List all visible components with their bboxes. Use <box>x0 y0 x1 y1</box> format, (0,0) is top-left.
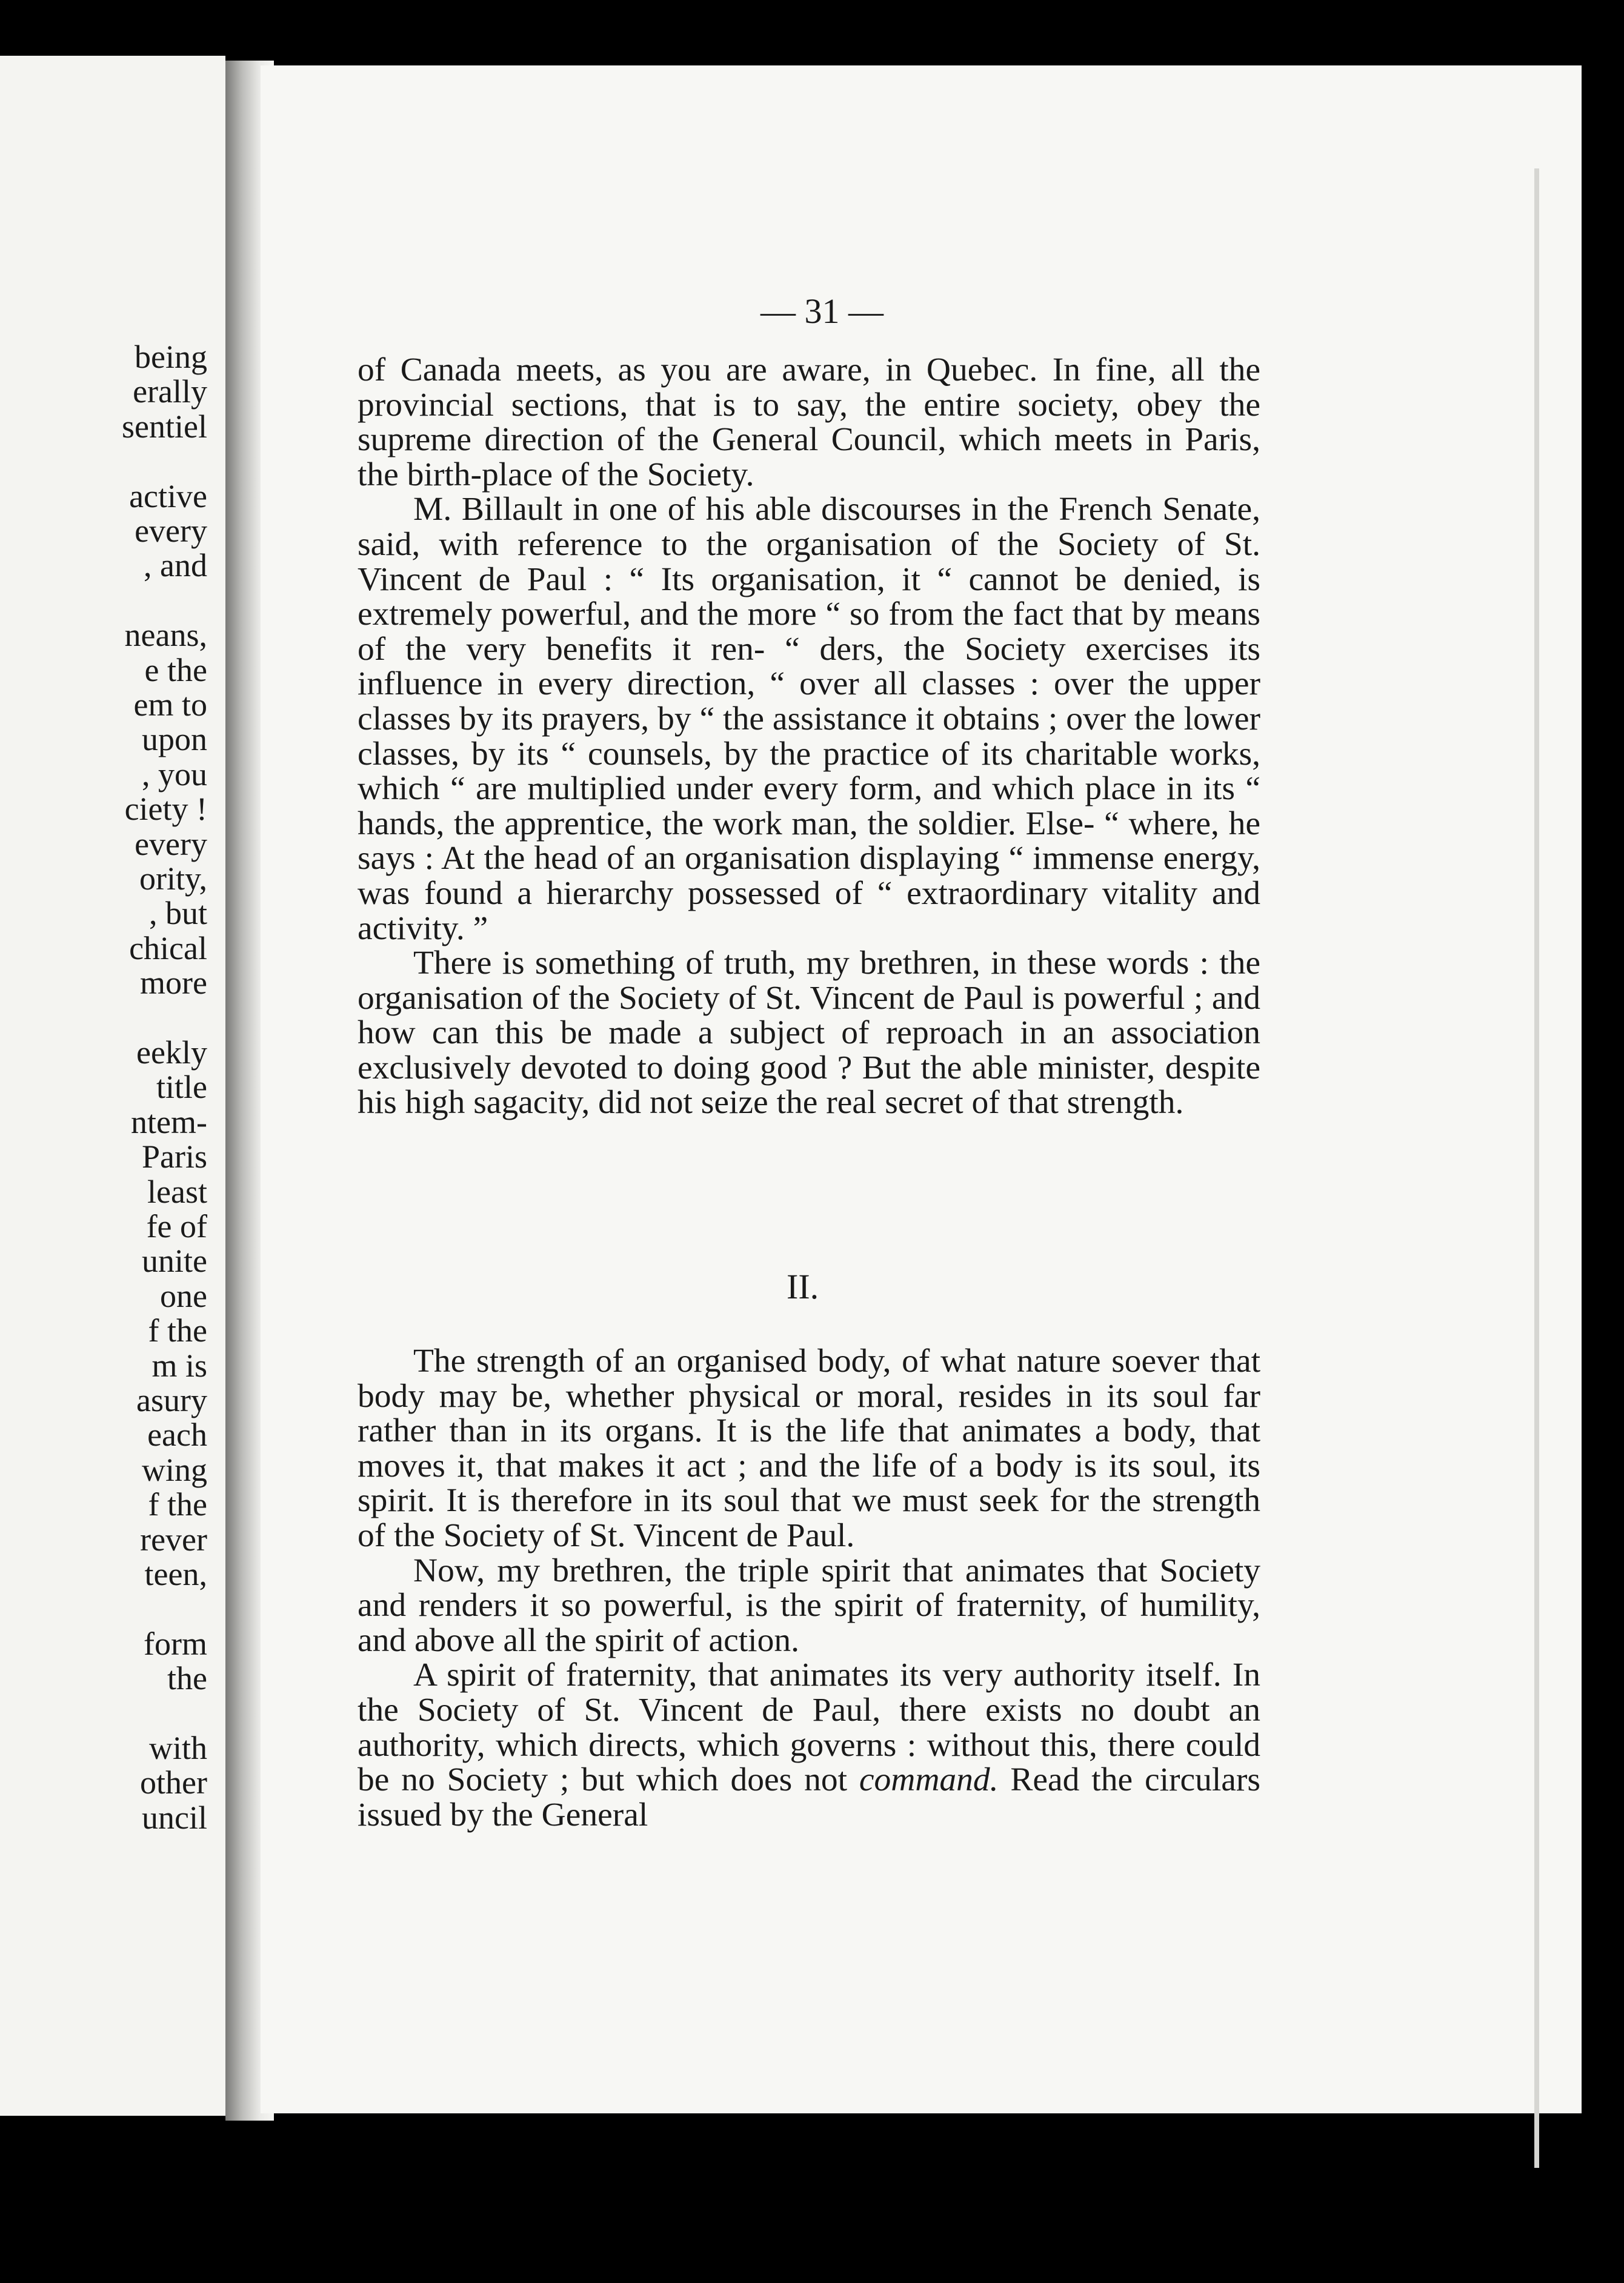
paragraph-strength: The strength of an organised body, of what nature soever that body may be, whether physical or moral, resides in its soul far rather than in its organs. It is the life that animates a body, that moves it, that makes it act ; and the life of a body is its soul, its spirit. It is therefore in its soul that we must seek for the strength of the Society of St. Vincent de Paul. <box>358 1343 1260 1554</box>
command-italic: command. <box>859 1761 999 1799</box>
left-page-fragment: least <box>147 1173 207 1210</box>
left-page-fragment: ority, <box>139 860 207 897</box>
section-heading: II. <box>787 1267 819 1306</box>
fraternity-tail: Read the circulars issued by the General <box>358 1761 1260 1833</box>
left-page-fragment: every <box>135 825 207 862</box>
page-edge <box>1534 168 1539 2168</box>
left-page-fragment: form <box>144 1625 207 1662</box>
paragraph-fraternity <box>358 1658 1260 1832</box>
left-page-fragment: e the <box>144 651 207 688</box>
left-page-fragment: , and <box>144 547 207 584</box>
left-page-fragment: teen, <box>144 1556 207 1592</box>
page-number: — 31 — <box>760 291 884 331</box>
section-two-text <box>358 1344 1260 1832</box>
left-page-fragment: the <box>167 1660 207 1697</box>
paragraph-truth: There is something of truth, my brethren, in these words : the organisation of the Society of St. Vincent de Paul is powerful ; and how can this be made a subject of reproach in an association exclusively devoted to doing good ? But the able minister, despite his high sagacity, did not seize the real secret of that strength. <box>358 945 1260 1122</box>
left-page-fragment: every <box>135 513 207 549</box>
left-page-fragment: being <box>135 339 207 375</box>
facing-page-left <box>0 56 225 2116</box>
section-one-text <box>358 353 1260 1120</box>
left-page-fragment: , but <box>148 895 207 932</box>
left-page-fragment: active <box>129 477 207 514</box>
left-page-fragment: more <box>140 965 207 1002</box>
left-page-fragment: uncil <box>142 1799 207 1836</box>
left-page-fragment: other <box>140 1764 207 1801</box>
left-page-fragment: asury <box>136 1382 207 1418</box>
left-page-fragment: em to <box>133 686 207 723</box>
left-page-fragment: rever <box>140 1521 207 1558</box>
left-page-fragment: f the <box>148 1312 207 1349</box>
left-page-fragment: title <box>156 1069 207 1106</box>
left-page-fragment: erally <box>133 373 207 410</box>
paragraph-billault: M. Billault in one of his able discourses in the French Senate, said, with reference to the organisation of the Society of St. Vincent de Paul : “ Its organisation, it “ cannot be denied, is extremely powerful, and the more “ so from the fact that by means of the very benefits it ren- “ ders, the Society exercises its influence in every direction, “ over all classes : over the upper classes by its prayers, by “ the assistance it obtains ; over the lower classes, by its “ counsels, by the practice of its charitable works, which “ are multiplied under every form, and which place in its “ hands, the apprentice, the work man, the soldier. Else- “ where, he says : At the head of an organisation displaying “ immense energy, was found a hierarchy possessed of “ extraordinary vitality and activity. ” <box>358 491 1260 947</box>
left-page-fragment: upon <box>142 721 207 758</box>
left-page-fragment: Paris <box>142 1138 207 1175</box>
left-page-fragment: eekly <box>136 1034 207 1071</box>
left-page-fragment: fe of <box>146 1208 207 1245</box>
left-page-fragment: , you <box>142 756 207 793</box>
paragraph-triple-spirit: Now, my brethren, the triple spirit that animates that Society and renders it so powerful, is the spirit of fraternity, of humility, and above all the spirit of action. <box>358 1552 1260 1659</box>
fraternity-text: A spirit of fraternity, that animates its very authority itself. In the Society of St. Vincent de Paul, there exists no doubt an authority, which directs, which governs : without this, there could be no Society ; but which does not <box>358 1657 1260 1799</box>
paragraph-canada: of Canada meets, as you are aware, in Quebec. In fine, all the provincial sections, that is to say, the entire society, obey the supreme direction of the General Council, which meets in Paris, the birth-place of the Society. <box>358 351 1260 493</box>
left-page-fragment: with <box>148 1730 207 1766</box>
left-page-fragment: chical <box>129 929 207 966</box>
left-page-fragment: one <box>160 1277 207 1314</box>
left-page-fragment: unite <box>142 1243 207 1280</box>
left-page-fragment: wing <box>142 1451 207 1488</box>
left-page-fragment: f the <box>148 1486 207 1523</box>
left-page-fragment: ciety ! <box>124 791 207 828</box>
left-page-fragment: sentiel <box>122 408 207 445</box>
left-page-fragment: neans, <box>124 617 207 654</box>
left-page-fragment: each <box>147 1417 207 1454</box>
left-page-fragment: m is <box>151 1347 207 1384</box>
left-page-fragment: ntem- <box>131 1103 207 1140</box>
